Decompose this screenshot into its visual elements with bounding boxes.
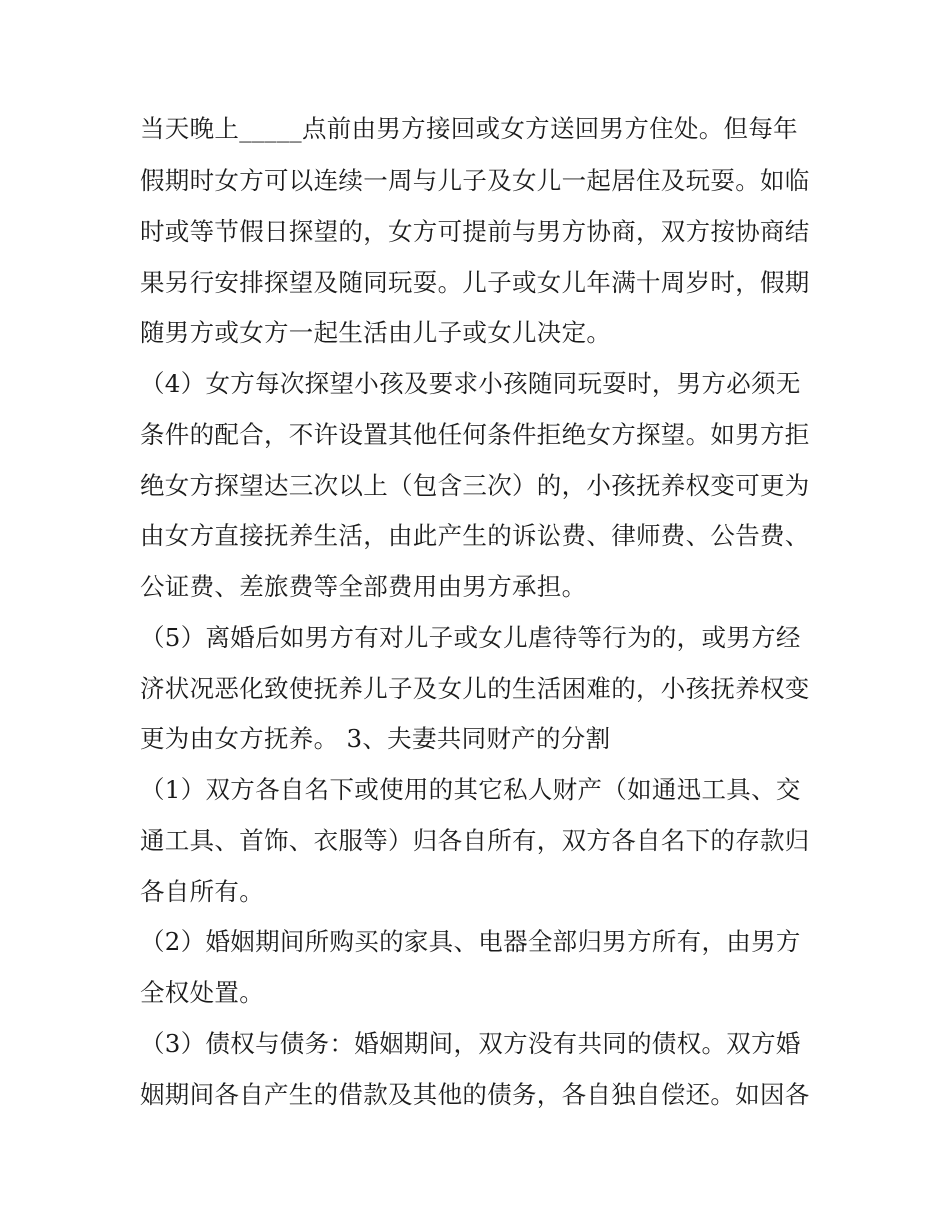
text-line: 假期时女方可以连续一周与儿子及女儿一起居住及玩耍。如临 bbox=[140, 166, 810, 195]
text-line: 济状况恶化致使抚养儿子及女儿的生活困难的，小孩抚养权变 bbox=[140, 674, 810, 703]
text-line: 通工具、首饰、衣服等）归各自所有，双方各自名下的存款归 bbox=[140, 826, 810, 855]
text-line: 由女方直接抚养生活，由此产生的诉讼费、律师费、公告费、 bbox=[140, 521, 810, 550]
text-line: （2）婚姻期间所购买的家具、电器全部归男方所有，由男方 bbox=[140, 927, 801, 956]
text-line: 条件的配合，不许设置其他任何条件拒绝女方探望。如男方拒 bbox=[140, 420, 810, 449]
text-line: 果另行安排探望及随同玩耍。儿子或女儿年满十周岁时，假期 bbox=[140, 268, 810, 297]
text-line: 更为由女方抚养。 3、夫妻共同财产的分割 bbox=[140, 724, 611, 753]
text-line: （5）离婚后如男方有对儿子或女儿虐待等行为的，或男方经 bbox=[140, 623, 801, 652]
text-line: （1）双方各自名下或使用的其它私人财产（如通迅工具、交 bbox=[140, 775, 801, 804]
text-line: （4）女方每次探望小孩及要求小孩随同玩耍时，男方必须无 bbox=[140, 369, 801, 398]
text-line: 时或等节假日探望的，女方可提前与男方协商，双方按协商结 bbox=[140, 217, 810, 246]
text-line: （3）债权与债务：婚姻期间，双方没有共同的债权。双方婚 bbox=[140, 1029, 801, 1058]
text-line: 当天晚上_____点前由男方接回或女方送回男方住处。但每年 bbox=[140, 114, 798, 143]
text-line: 随男方或女方一起生活由儿子或女儿决定。 bbox=[140, 318, 612, 347]
text-line: 姻期间各自产生的借款及其他的债务，各自独自偿还。如因各 bbox=[140, 1080, 810, 1109]
text-line: 绝女方探望达三次以上（包含三次）的，小孩抚养权变可更为 bbox=[140, 471, 810, 500]
text-line: 各自所有。 bbox=[140, 877, 264, 906]
text-line: 公证费、差旅费等全部费用由男方承担。 bbox=[140, 572, 587, 601]
text-line: 全权处置。 bbox=[140, 978, 264, 1007]
